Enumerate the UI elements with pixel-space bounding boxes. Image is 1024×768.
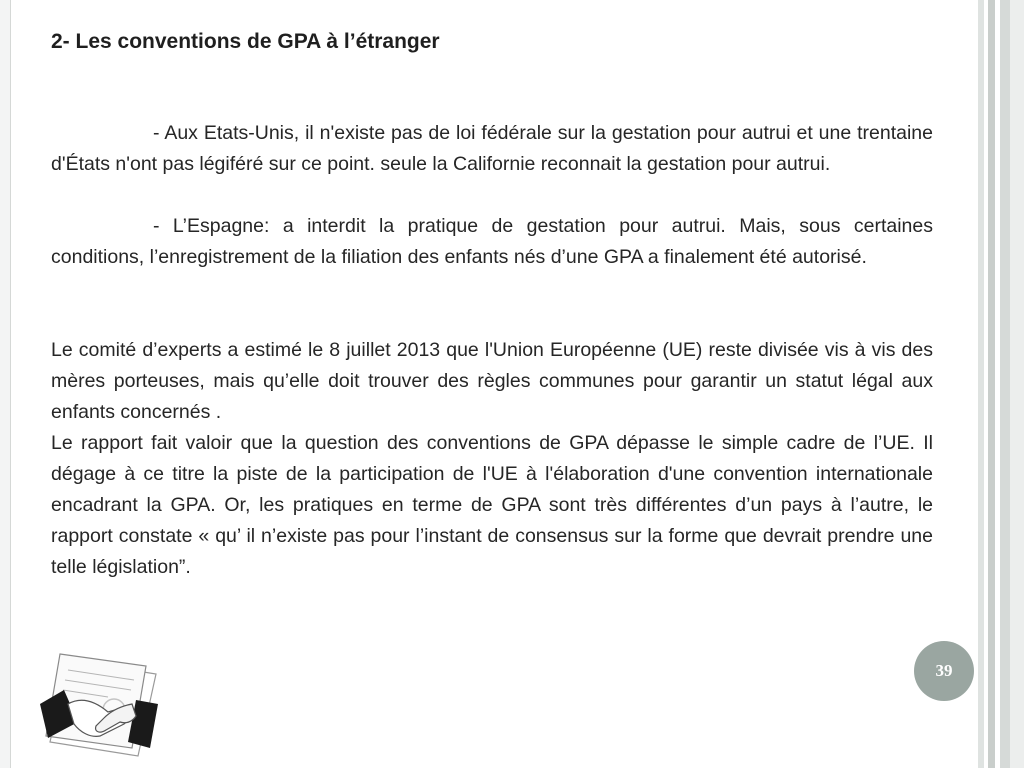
paragraph-spain: - L’Espagne: a interdit la pratique de gestation pour autrui. Mais, sous certaines conditions, l’enregistrement de la filiation des enfants nés d’une GPA a finalement été autorisé. xyxy=(51,215,933,268)
decorative-strip xyxy=(988,0,995,768)
paragraph-committee: Le comité d’experts a estimé le 8 juillet 2013 que l'Union Européenne (UE) reste divisée vis à vis des mères porteuses, mais qu’elle doit trouver des règles communes pour garantir un statut légal aux enfants concernés . xyxy=(51,339,933,423)
page-number-badge xyxy=(914,641,974,701)
page-number: 39 xyxy=(935,661,953,680)
decorative-strip xyxy=(1010,0,1024,768)
paragraph-usa: - Aux Etats-Unis, il n'existe pas de loi fédérale sur la gestation pour autrui et une trentaine d'États n'ont pas légiféré sur ce point. seule la Californie reconnait la gestation pour autrui. xyxy=(51,122,933,175)
slide-title: 2- Les conventions de GPA à l’étranger xyxy=(51,30,440,53)
handshake-contract-icon xyxy=(38,652,160,764)
slide-left-edge xyxy=(0,0,10,768)
decorative-strip xyxy=(1000,0,1010,768)
paragraph-report: Le rapport fait valoir que la question des conventions de GPA dépasse le simple cadre de l’UE. Il dégage à ce titre la piste de la participation de l'UE à l'élaboration d'une convention internationale encadrant la GPA. Or, les pratiques en terme de GPA sont très différentes d’un pays à l’autre, le rapport constate « qu’ il n’existe pas pour l’instant de consensus sur la forme que devrait prendre une telle législation”. xyxy=(51,432,933,578)
slide-body xyxy=(51,118,933,583)
